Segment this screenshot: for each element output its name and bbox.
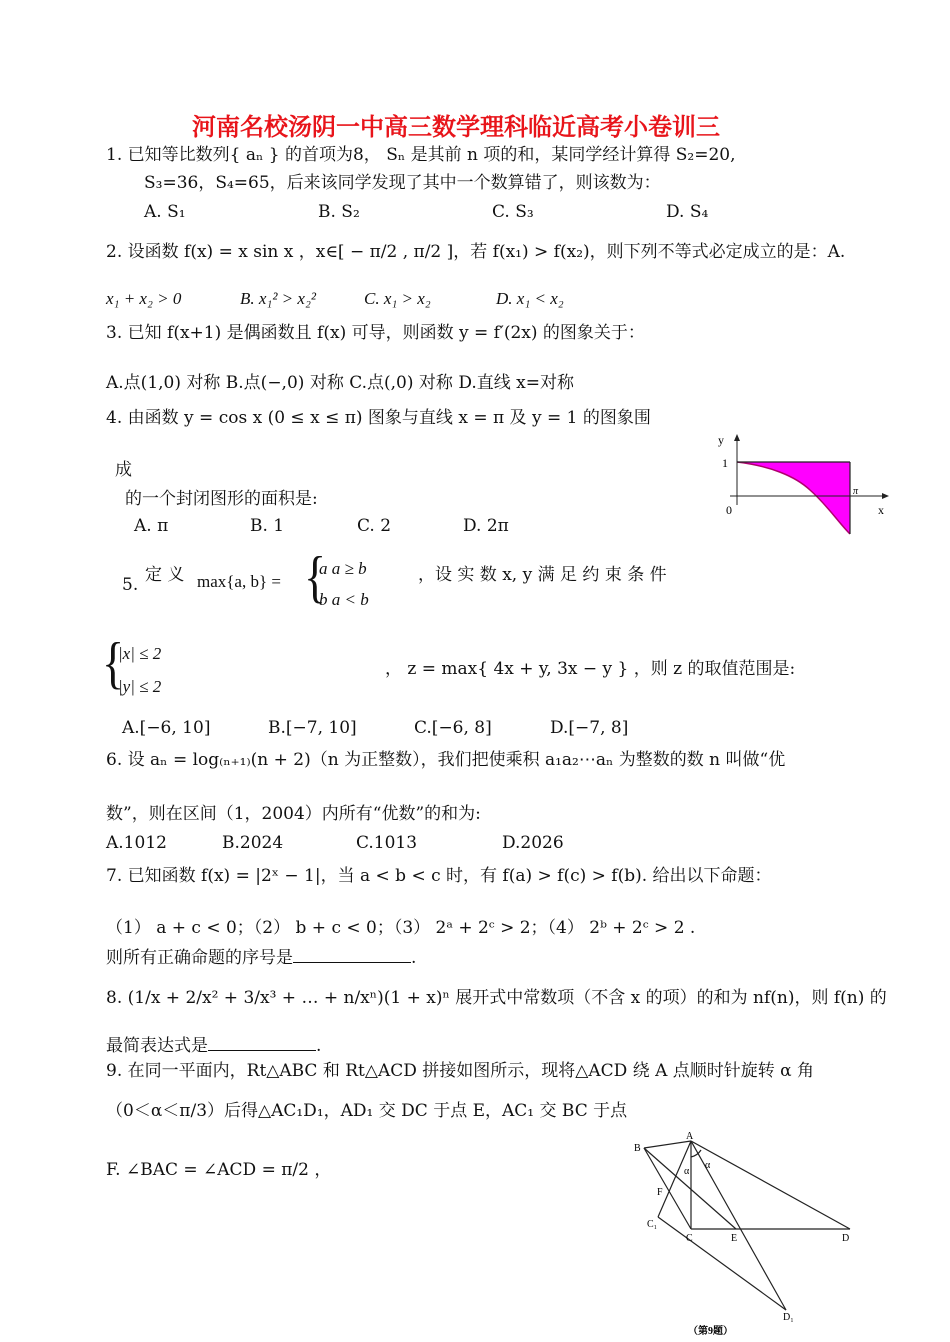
option-a: A. π <box>134 516 169 536</box>
question-8-text <box>106 990 887 1007</box>
rotation-figure <box>628 1130 863 1338</box>
option-a: A.1012 <box>106 833 167 853</box>
label-c1: C₁ <box>647 1219 658 1230</box>
option-b: B. 1 <box>250 516 285 536</box>
question-3-options: A.点(1,0) 对称 B.点(−,0) 对称 C.点(,0) 对称 D.直线 x=对称 <box>106 373 574 393</box>
question-line-end: . <box>411 948 417 968</box>
label-c: C <box>686 1233 693 1244</box>
question-line: 设 aₙ = log₍ₙ₊₁₎(n + 2)（n 为正整数），我们把使乘积 a₁a₂⋯aₙ 为整数的数 n 叫做“优 <box>127 750 786 770</box>
label-alpha: α <box>705 1160 711 1171</box>
question-line: 最简表达式是 <box>106 1036 208 1056</box>
question-9-line3: F. ∠BAC = ∠ACD = π/2 ， <box>106 1160 332 1180</box>
question-number: 8. <box>106 988 123 1008</box>
option-b: B.2024 <box>222 833 284 853</box>
question-4-line3: 的一个封闭图形的面积是: <box>125 489 318 509</box>
option-d: D.[−7, 8] <box>550 718 629 738</box>
option-d: D. S₄ <box>666 202 709 222</box>
case-1: a a ≥ b <box>319 559 367 578</box>
question-number: 4. <box>106 408 123 428</box>
question-7-line3 <box>106 948 416 967</box>
label-b: B <box>634 1143 641 1154</box>
constraint-2: |y| ≤ 2 <box>118 677 162 696</box>
option-d: D. x₁ < x₂ <box>496 289 564 308</box>
question-1-text <box>106 147 736 164</box>
answer-blank[interactable] <box>293 948 411 963</box>
question-line-end: . <box>316 1036 322 1056</box>
question-7-line2: （1） a + c < 0；（2） b + c < 0；（3） 2ᵃ + 2ᶜ > 2；（4） 2ᵇ + 2ᶜ > 2 . <box>106 918 696 938</box>
segment-ac1 <box>658 1141 691 1217</box>
label-e: E <box>731 1233 738 1244</box>
question-number: 2. <box>106 242 123 262</box>
tick-zero: 0 <box>726 503 732 517</box>
x-axis-label: x <box>878 503 884 517</box>
max-definition: max{a, b} = <box>197 572 281 591</box>
option-c: C. 2 <box>357 516 392 536</box>
segment-c1d1 <box>658 1217 786 1310</box>
option-c: C.1013 <box>356 833 418 853</box>
question-7-text <box>106 868 772 885</box>
brace-icon: { <box>102 630 125 695</box>
option-c: C. x₁ > x₂ <box>364 289 431 308</box>
option-a: A.[−6, 10] <box>122 718 211 738</box>
question-6-text <box>106 752 785 769</box>
question-9-line2: （0＜α＜π/3）后得△AC₁D₁，AD₁ 交 DC 于点 E，AC₁ 交 BC 于点 <box>106 1101 628 1121</box>
question-5-line1: ，设 实 数 x, y 满 足 约 束 条 件 <box>418 565 667 585</box>
question-number: 6. <box>106 750 123 770</box>
option-a: x₁ + x₂ > 0 <box>106 289 182 308</box>
x-axis-arrow-icon <box>882 493 889 499</box>
question-5-prefix: 定 义 <box>145 565 185 585</box>
question-line: 已知等比数列{ aₙ } 的首项为8， Sₙ 是其前 n 项的和，某同学经计算得 S₂=20, <box>127 145 736 165</box>
shaded-region <box>737 462 850 534</box>
question-6-line2: 数”，则在区间（1，2004）内所有“优数”的和为: <box>106 804 481 824</box>
option-c: C. S₃ <box>492 202 534 222</box>
figure-caption: （第9题） <box>688 1326 733 1337</box>
option-c: C.[−6, 8] <box>414 718 492 738</box>
label-d1: D₁ <box>783 1312 794 1323</box>
option-d: D.2026 <box>502 833 564 853</box>
y-axis-arrow-icon <box>734 434 740 441</box>
question-line: 已知 f(x+1) 是偶函数且 f(x) 可导，则函数 y = f′(2x) 的图象关于： <box>127 323 645 343</box>
label-d: D <box>842 1233 850 1244</box>
option-a: A. S₁ <box>144 202 186 222</box>
segment-ba <box>644 1141 691 1148</box>
option-b: B. S₂ <box>318 202 360 222</box>
question-2-text <box>106 244 845 261</box>
tick-one: 1 <box>722 456 728 470</box>
question-line: 则所有正确命题的序号是 <box>106 948 293 968</box>
question-line: 设函数 f(x) = x sin x ，x∈[ − π/2 , π/2 ]，若 f(x₁) > f(x₂)，则下列不等式必定成立的是：A. <box>127 242 846 262</box>
question-line: 已知函数 f(x) = |2ˣ − 1|，当 a < b < c 时，有 f(a) > f(c) > f(b). 给出以下命题： <box>127 866 772 886</box>
option-b: B.[−7, 10] <box>268 718 357 738</box>
question-line: 由函数 y = cos x (0 ≤ x ≤ π) 图象与直线 x = π 及 y = 1 的图象围 <box>127 408 651 428</box>
constraint-1: |x| ≤ 2 <box>118 644 162 663</box>
tick-pi: π <box>853 486 859 497</box>
question-number: 5. <box>122 575 139 595</box>
question-number: 7. <box>106 866 123 886</box>
question-3-text <box>106 325 645 342</box>
page-title: 河南名校汤阴一中高三数学理科临近高考小卷训三 <box>192 112 720 141</box>
option-b: B. x₁² > x₂² <box>240 289 316 308</box>
segment-bc <box>644 1148 691 1229</box>
question-number: 9. <box>106 1061 123 1081</box>
brace-icon: { <box>304 544 327 609</box>
label-alpha: α <box>684 1166 690 1177</box>
question-5-line2: ， z = max{ 4x + y, 3x − y } ，则 z 的取值范围是: <box>385 659 796 679</box>
question-line: 在同一平面内，Rt△ABC 和 Rt△ACD 拼接如图所示，现将△ACD 绕 A 点顺时针旋转 α 角 <box>127 1061 815 1081</box>
question-4-text <box>106 410 651 427</box>
cosine-area-figure <box>710 430 895 540</box>
label-a: A <box>686 1131 694 1142</box>
question-4-line2: 成 <box>115 460 132 480</box>
label-f: F <box>657 1187 663 1198</box>
segment-ad <box>691 1141 850 1229</box>
question-number: 1. <box>106 145 123 165</box>
y-axis-label: y <box>718 433 724 447</box>
case-2: b a < b <box>319 590 369 609</box>
question-1-line2: S₃=36，S₄=65，后来该同学发现了其中一个数算错了，则该数为： <box>144 173 661 193</box>
question-line: (1/x + 2/x² + 3/x³ + … + n/xⁿ)(1 + x)ⁿ 展开式中常数项（不含 x 的项）的和为 nf(n)，则 f(n) 的 <box>127 988 887 1008</box>
question-number: 3. <box>106 323 123 343</box>
question-9-text <box>106 1063 814 1080</box>
answer-blank[interactable] <box>208 1036 316 1051</box>
question-8-line2 <box>106 1036 321 1055</box>
option-d: D. 2π <box>463 516 509 536</box>
